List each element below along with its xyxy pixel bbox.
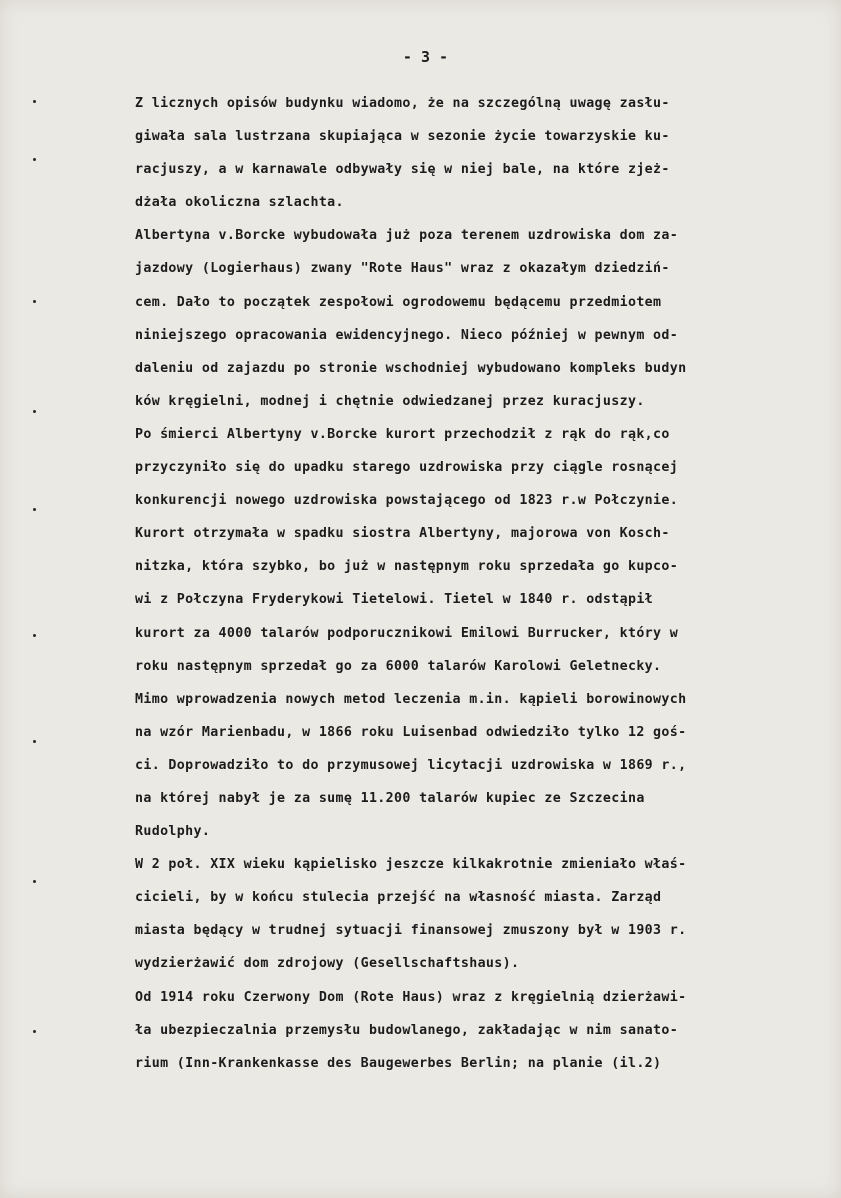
margin-mark: [33, 300, 36, 303]
text-line: Rudolphy.: [135, 824, 211, 840]
body-text: [135, 87, 810, 1080]
margin-mark: [33, 508, 36, 511]
text-line: Albertyna v.Borcke wybudowała już poza terenem uzdrowiska dom za-: [135, 228, 679, 244]
margin-mark: [33, 1030, 36, 1033]
page-number: - 3 -: [402, 48, 449, 66]
text-line: miasta będący w trudnej sytuacji finansowej zmuszony był w 1903 r.: [135, 923, 687, 939]
text-line: Po śmierci Albertyny v.Borcke kurort przechodził z rąk do rąk,co: [135, 426, 670, 442]
text-line: roku następnym sprzedał go za 6000 talarów Karolowi Geletnecky.: [135, 658, 662, 674]
margin-mark: [33, 634, 36, 637]
text-line: jazdowy (Logierhaus) zwany "Rote Haus" wraz z okazałym dziedziń-: [135, 261, 670, 277]
text-line: konkurencji nowego uzdrowiska powstającego od 1823 r.w Połczynie.: [135, 493, 679, 509]
margin-mark: [33, 158, 36, 161]
text-line: rium (Inn-Krankenkasse des Baugewerbes Berlin; na planie (il.2): [135, 1055, 662, 1071]
text-line: na wzór Marienbadu, w 1866 roku Luisenbad odwiedziło tylko 12 goś-: [135, 724, 687, 740]
text-line: Kurort otrzymała w spadku siostra Albertyny, majorowa von Kosch-: [135, 526, 670, 542]
text-line: przyczyniło się do upadku starego uzdrowiska przy ciągle rosnącej: [135, 460, 679, 476]
text-line: W 2 poł. XIX wieku kąpielisko jeszcze kilkakrotnie zmieniało właś-: [135, 857, 687, 873]
text-line: ła ubezpieczalnia przemysłu budowlanego, zakładając w nim sanato-: [135, 1022, 679, 1038]
text-line: cem. Dało to początek zespołowi ogrodowemu będącemu przedmiotem: [135, 294, 662, 310]
text-line: daleniu od zajazdu po stronie wschodniej wybudowano kompleks budyn: [135, 360, 687, 376]
text-line: ci. Doprowadziło to do przymusowej licytacji uzdrowiska w 1869 r.,: [135, 757, 687, 773]
text-line: nitzka, która szybko, bo już w następnym roku sprzedała go kupco-: [135, 559, 679, 575]
text-line: niniejszego opracowania ewidencyjnego. Nieco później w pewnym od-: [135, 327, 679, 343]
text-line: Od 1914 roku Czerwony Dom (Rote Haus) wraz z kręgielnią dzierżawi-: [135, 989, 687, 1005]
text-line: wi z Połczyna Fryderykowi Tietelowi. Tietel w 1840 r. odstąpił: [135, 592, 654, 608]
text-line: wydzierżawić dom zdrojowy (Gesellschaftshaus).: [135, 956, 520, 972]
text-line: ków kręgielni, modnej i chętnie odwiedzanej przez kuracjuszy.: [135, 393, 645, 409]
text-line: na której nabył je za sumę 11.200 talarów kupiec ze Szczecina: [135, 790, 645, 806]
margin-mark: [33, 410, 36, 413]
margin-mark: [33, 100, 36, 103]
text-line: Mimo wprowadzenia nowych metod leczenia m.in. kąpieli borowinowych: [135, 691, 687, 707]
text-line: Z licznych opisów budynku wiadomo, że na szczególną uwagę zasłu-: [135, 96, 670, 111]
text-line: kurort za 4000 talarów podporucznikowi Emilowi Burrucker, który w: [135, 625, 679, 641]
text-line: dżała okoliczna szlachta.: [135, 195, 344, 211]
text-line: cicieli, by w końcu stulecia przejść na własność miasta. Zarząd: [135, 890, 662, 906]
text-line: giwała sala lustrzana skupiająca w sezonie życie towarzyskie ku-: [135, 129, 670, 145]
margin-mark: [33, 880, 36, 883]
text-line: racjuszy, a w karnawale odbywały się w niej bale, na które zjeż-: [135, 162, 670, 178]
margin-mark: [33, 740, 36, 743]
